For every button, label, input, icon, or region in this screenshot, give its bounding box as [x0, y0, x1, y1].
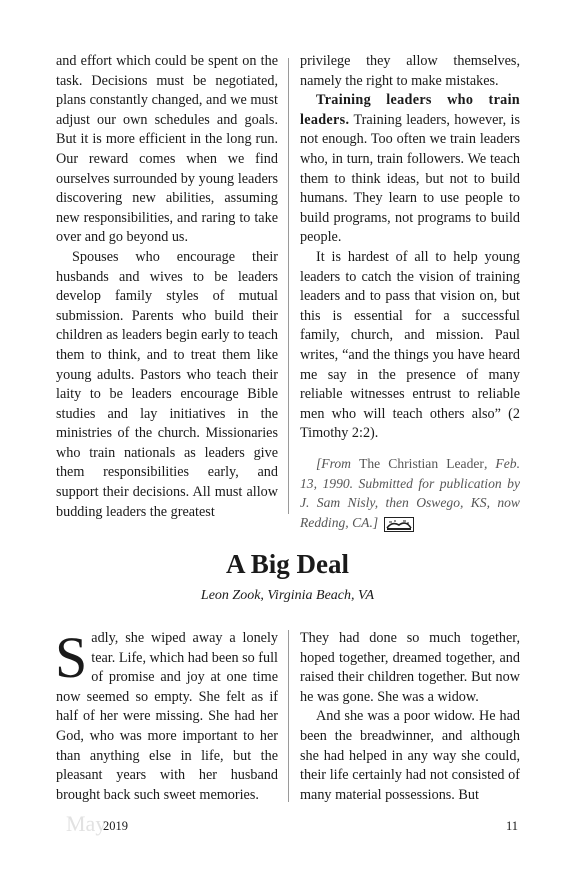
top-article-column-2	[300, 52, 520, 533]
section-heading: Training leaders who train leaders.	[300, 92, 520, 128]
paragraph	[55, 625, 279, 805]
paragraph	[300, 91, 520, 248]
citation-details: , Feb. 13, 1990. Submitted for publication by J. Sam Nisly, then Oswego, KS, now Redding, CA.]	[300, 455, 520, 531]
paragraph-text: adly, she wiped away a lonely tear. Life, which had been so full of promise and joy at one time now seemed so empty. She felt as if half of her were missing. She had her God, who was more important to her than anything else in life, but the pleasant years with her husband brought back such sweet memories.	[56, 630, 279, 803]
end-of-article-ornament-icon	[384, 517, 414, 532]
top-article-column-1	[56, 52, 278, 522]
paragraph: It is hardest of all to help young leaders to catch the vision of training leaders and to pass that vision on, but this is essential for a successful family, church, and mission. Paul writes, “and the things you have heard me say in the presence of many reliable witnesses entrust to reliable men who will teach others also” (2 Timothy 2:2).	[300, 248, 520, 442]
article-column-2	[300, 629, 520, 805]
paragraph: Spouses who encourage their husbands and wives to be leaders develop family styles of mutual submission. Parents who build their children as leaders begin early to teach them to think, and to treat them like young adults. Pastors who teach their laity to be leaders encourage Bible studies and lay initiatives in the ministries of the church. Missionaries who train nationals as leaders give them responsibilities early, and support their decisions. All must allow budding leaders the greatest	[56, 248, 278, 520]
column-divider	[288, 58, 289, 514]
article-column-1	[55, 625, 279, 805]
page-number: 11	[505, 819, 518, 833]
column-divider	[288, 630, 289, 802]
paragraph: And she was a poor widow. He had been the breadwinner, and although she had helped in any way she could, their life certainly had not consisted of many material possessions. But	[300, 708, 520, 803]
drop-cap: S	[55, 625, 88, 690]
paragraph-text: Training leaders, however, is not enough. Too often we train leaders who, in turn, train followers. We teach them to think ideas, but not to build humans. They learn to use people to build programs, not programs to build people.	[300, 111, 520, 246]
paragraph: They had done so much together, hoped together, dreamed together, and raised their children together. But now he was gone. She was a widow.	[300, 630, 520, 705]
article-byline: Leon Zook, Virginia Beach, VA	[200, 588, 375, 603]
paragraph: privilege they allow themselves, namely the right to make mistakes.	[300, 53, 520, 89]
article-title: A Big Deal	[225, 549, 349, 579]
footer-month: May	[66, 811, 107, 836]
paragraph: and effort which could be spent on the task. Decisions must be negotiated, plans constantly changed, and we must adjust our own schedules and goals. But it is more efficient in the long run. Our reward comes when we find ourselves surrounded by young leaders discovering new abilities, assuming new responsibilities, and raring to take over and go beyond us.	[56, 53, 278, 246]
footer-year: 2019	[103, 819, 128, 833]
citation-publication: The Christian Leader	[359, 455, 484, 471]
source-citation	[300, 454, 520, 533]
citation-prefix: [From	[316, 455, 360, 471]
